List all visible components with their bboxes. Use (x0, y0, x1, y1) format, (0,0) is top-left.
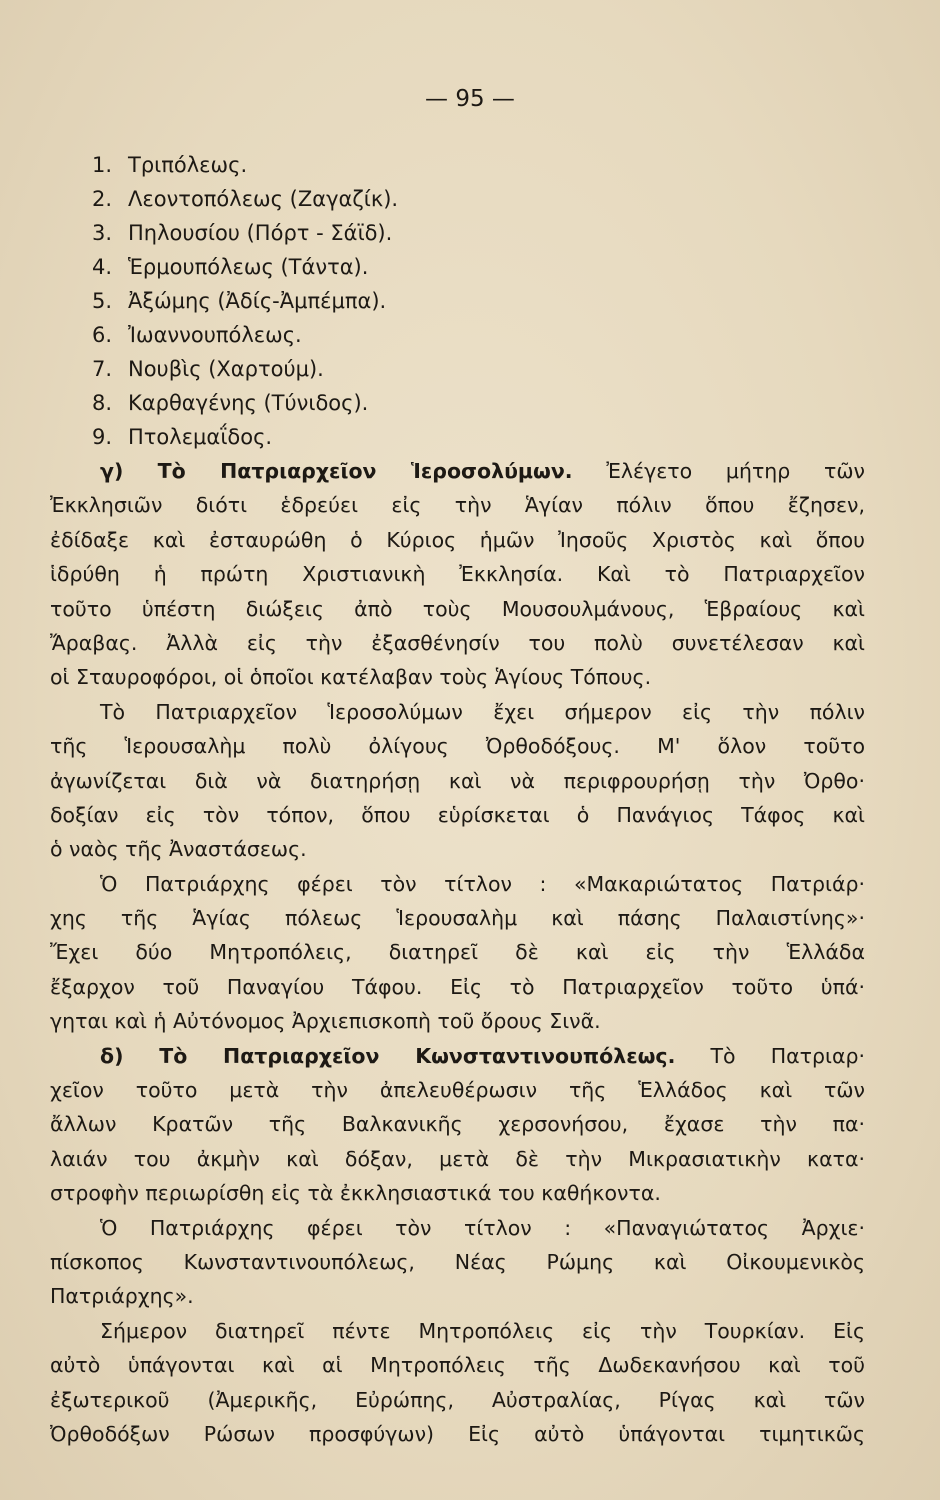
text-line: χεῖον τοῦτο μετὰ τὴν ἀπελευθέρωσιν τῆς Ἑλλάδος καὶ τῶν (50, 1078, 865, 1103)
section-heading-jerusalem: γ) Τὸ Πατριαρχεῖον Ἱεροσολύμων. (100, 459, 573, 483)
text-line: στροφὴν περιωρίσθη εἰς τὰ ἐκκλησιαστικά του καθήκοντα. (50, 1181, 661, 1206)
list-item: 9. Πτολεμαΐδος. (92, 425, 273, 449)
list-item: 5. Ἀξώμης (Ἀδίς-Ἀμπέμπα). (92, 289, 387, 313)
list-item: 3. Πηλουσίου (Πόρτ - Σάϊδ). (92, 221, 393, 245)
list-item: 4. Ἑρμουπόλεως (Τάντα). (92, 255, 369, 279)
list-item: 6. Ἰωαννουπόλεως. (92, 323, 302, 347)
text-line: ἔξαρχον τοῦ Παναγίου Τάφου. Εἰς τὸ Πατριαρχεῖον τοῦτο ὑπά· (50, 974, 865, 999)
text-line: λαιάν του ἀκμὴν καὶ δόξαν, μετὰ δὲ τὴν Μικρασιατικὴν κατα· (50, 1146, 865, 1171)
text-line: Ὁ Πατριάρχης φέρει τὸν τίτλον : «Μακαριώτατος Πατριάρ· (100, 871, 865, 896)
metropolis-list (92, 148, 398, 454)
text-line: πίσκοπος Κωνσταντινουπόλεως, Νέας Ρώμης καὶ Οἰκουμενικὸς (50, 1249, 865, 1274)
text-line: ὁ ναὸς τῆς Ἀναστάσεως. (50, 837, 307, 862)
text-line: δ) Τὸ Πατριαρχεῖον Κωνσταντινουπόλεως. Τὸ Πατριαρ· (100, 1043, 865, 1068)
section-heading-constantinople: δ) Τὸ Πατριαρχεῖον Κωνσταντινουπόλεως. (100, 1043, 676, 1068)
list-item: 7. Νουβὶς (Χαρτούμ). (92, 357, 324, 381)
list-item: 2. Λεοντοπόλεως (Ζαγαζίκ). (92, 187, 399, 211)
text-line: ἄλλων Κρατῶν τῆς Βαλκανικῆς χερσονήσου, ἔχασε τὴν πα· (50, 1112, 865, 1137)
body-text (50, 454, 865, 1451)
text-line: χης τῆς Ἁγίας πόλεως Ἱερουσαλὴμ καὶ πάσης Παλαιστίνης»· (50, 906, 865, 931)
list-item: 1. Τριπόλεως. (92, 153, 248, 177)
text-line: Ἐκκλησιῶν διότι ἑδρεύει εἰς τὴν Ἁγίαν πόλιν ὅπου ἔζησεν, (50, 493, 865, 518)
text-line: τῆς Ἱερουσαλὴμ πολὺ ὀλίγους Ὀρθοδόξους. Μ' ὅλον τοῦτο (50, 734, 865, 759)
text-line: γηται καὶ ἡ Αὐτόνομος Ἀρχιεπισκοπὴ τοῦ ὄρους Σινᾶ. (50, 1009, 601, 1034)
text-line: τοῦτο ὑπέστη διώξεις ἀπὸ τοὺς Μουσουλμάνους, Ἑβραίους καὶ (50, 596, 865, 621)
text-line: ἀγωνίζεται διὰ νὰ διατηρήσῃ καὶ νὰ περιφρουρήσῃ τὴν Ὀρθο· (50, 768, 865, 793)
text-line: γ) Τὸ Πατριαρχεῖον Ἱεροσολύμων. Ἐλέγετο μήτηρ τῶν (100, 459, 865, 483)
text-line: Τὸ Πατριαρχεῖον Ἱεροσολύμων ἔχει σήμερον εἰς τὴν πόλιν (100, 699, 865, 724)
text-line: Ὁ Πατριάρχης φέρει τὸν τίτλον : «Παναγιώτατος Ἀρχιε· (100, 1215, 865, 1240)
text-line: ἐδίδαξε καὶ ἐσταυρώθη ὁ Κύριος ἡμῶν Ἰησοῦς Χριστὸς καὶ ὅπου (50, 527, 865, 552)
list-item: 8. Καρθαγένης (Τύνιδος). (92, 391, 369, 415)
text-line: ἐξωτερικοῦ (Ἀμερικῆς, Εὐρώπης, Αὐστραλίας, Ρίγας καὶ τῶν (50, 1387, 865, 1412)
text-line: οἱ Σταυροφόροι, οἱ ὁποῖοι κατέλαβαν τοὺς Ἁγίους Τόπους. (50, 665, 652, 690)
page-number: — 95 — (425, 86, 515, 112)
text-line: Σήμερον διατηρεῖ πέντε Μητροπόλεις εἰς τὴν Τουρκίαν. Εἰς (100, 1318, 865, 1343)
text-line: αὐτὸ ὑπάγονται καὶ αἱ Μητροπόλεις τῆς Δωδεκανήσου καὶ τοῦ (50, 1353, 865, 1378)
text-line: Ἄραβας. Ἀλλὰ εἰς τὴν ἐξασθένησίν του πολὺ συνετέλεσαν καὶ (50, 630, 865, 655)
text-line: δοξίαν εἰς τὸν τόπον, ὅπου εὑρίσκεται ὁ Πανάγιος Τάφος καὶ (50, 802, 865, 827)
text-line: ἱδρύθη ἡ πρώτη Χριστιανικὴ Ἐκκλησία. Καὶ τὸ Πατριαρχεῖον (50, 562, 865, 587)
text-line: Πατριάρχης». (50, 1284, 194, 1309)
text-line: Ὀρθοδόξων Ρώσων προσφύγων) Εἰς αὐτὸ ὑπάγονται τιμητικῶς (50, 1421, 865, 1446)
text-line: Ἔχει δύο Μητροπόλεις, διατηρεῖ δὲ καὶ εἰς τὴν Ἑλλάδα (50, 940, 865, 965)
